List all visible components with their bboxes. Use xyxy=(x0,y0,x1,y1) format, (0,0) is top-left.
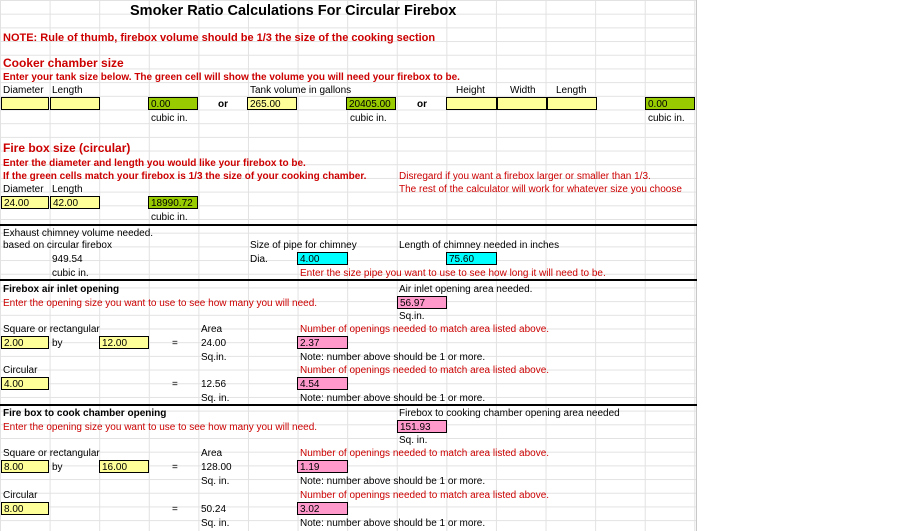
cook-rect-width-input[interactable]: 8.00 xyxy=(1,460,49,473)
inlet-rect-height-input[interactable]: 12.00 xyxy=(99,336,149,349)
cook-circ-diameter-input[interactable]: 8.00 xyxy=(1,502,49,515)
height-label: Height xyxy=(456,85,485,96)
or-text-2: or xyxy=(417,99,427,110)
chimney-length-label: Length of chimney needed in inches xyxy=(399,240,560,251)
cook-circ-label: Circular xyxy=(3,490,38,501)
inlet-rect-width-input[interactable]: 2.00 xyxy=(1,336,49,349)
equals-text: = xyxy=(172,379,178,390)
cook-circ-unit: Sq. in. xyxy=(201,518,230,529)
length2-label: Length xyxy=(556,85,587,96)
inlet-instruction: Enter the opening size you want to use to see how many you will need. xyxy=(3,298,318,309)
cook-opening-instruction: Enter the opening size you want to use to see how many you will need. xyxy=(3,422,318,433)
firebox-length-input[interactable]: 42.00 xyxy=(50,196,100,209)
cooker-instruction: Enter your tank size below. The green cell will show the volume you will need your firebox to be. xyxy=(3,72,460,83)
disregard-note-2: The rest of the calculator will work for whatever size you choose xyxy=(399,184,682,195)
firebox-instruction-2: If the green cells match your firebox is 1/3 the size of your cooking chamber. xyxy=(3,171,367,182)
or-text-1: or xyxy=(218,99,228,110)
cook-circ-area-value: 50.24 xyxy=(201,504,227,515)
chimney-basis-label: based on circular firebox xyxy=(3,240,112,251)
inlet-circ-diameter-input[interactable]: 4.00 xyxy=(1,377,49,390)
firebox-instruction-1: Enter the diameter and length you would like your firebox to be. xyxy=(3,158,306,169)
cubic-label-3: cubic in. xyxy=(648,113,685,124)
cooker-length-label: Length xyxy=(52,85,83,96)
dia-label: Dia. xyxy=(250,254,268,265)
cook-opening-heading: Fire box to cook chamber opening xyxy=(3,408,167,419)
cook-rect-height-input[interactable]: 16.00 xyxy=(99,460,149,473)
inlet-circ-count-value: 4.54 xyxy=(297,377,348,390)
inlet-rect-count-value: 2.37 xyxy=(297,336,348,349)
width-label: Width xyxy=(510,85,536,96)
firebox-diameter-label: Diameter xyxy=(3,184,44,195)
cooker-result-cylinder: 0.00 xyxy=(148,97,198,110)
cook-area-col-label: Area xyxy=(201,448,223,459)
section-divider xyxy=(0,404,697,406)
firebox-cubic-label: cubic in. xyxy=(151,212,188,223)
tank-volume-label: Tank volume in gallons xyxy=(250,85,352,96)
inlet-note-1: Note: number above should be 1 or more. xyxy=(300,352,486,363)
note-text: NOTE: Rule of thumb, firebox volume should be 1/3 the size of the cooking section xyxy=(3,32,436,44)
cubic-label-2: cubic in. xyxy=(350,113,387,124)
section-divider xyxy=(0,224,697,226)
inlet-rect-area-value: 24.00 xyxy=(201,338,227,349)
cook-rect-count-value: 1.19 xyxy=(297,460,348,473)
inlet-area-needed-value: 56.97 xyxy=(397,296,447,309)
firebox-length-label: Length xyxy=(52,184,83,195)
pipe-size-label: Size of pipe for chimney xyxy=(250,240,357,251)
inlet-openings-label-1: Number of openings needed to match area listed above. xyxy=(300,324,550,335)
firebox-volume-result: 18990.72 xyxy=(148,196,198,209)
cook-note-2: Note: number above should be 1 or more. xyxy=(300,518,486,529)
chimney-volume-label: Exhaust chimney volume needed. xyxy=(3,228,154,239)
chimney-cubic-label: cubic in. xyxy=(52,268,89,279)
width-input[interactable] xyxy=(497,97,547,110)
cook-rect-unit: Sq. in. xyxy=(201,476,230,487)
chimney-volume-value: 949.54 xyxy=(52,254,83,265)
inlet-circ-label: Circular xyxy=(3,365,38,376)
firebox-heading: Fire box size (circular) xyxy=(3,141,131,155)
inlet-circ-area-value: 12.56 xyxy=(201,379,227,390)
cook-rect-label: Square or rectangular xyxy=(3,448,100,459)
inlet-circ-unit: Sq. in. xyxy=(201,393,230,404)
inlet-heading: Firebox air inlet opening xyxy=(3,284,120,295)
by-text: by xyxy=(52,462,63,473)
cooker-diameter-input[interactable] xyxy=(1,97,49,110)
inlet-area-needed-label: Air inlet opening area needed. xyxy=(399,284,533,295)
cook-openings-label-1: Number of openings needed to match area listed above. xyxy=(300,448,550,459)
tank-gallons-input[interactable]: 265.00 xyxy=(247,97,297,110)
inlet-note-2: Note: number above should be 1 or more. xyxy=(300,393,486,404)
cubic-label-1: cubic in. xyxy=(151,113,188,124)
inlet-area-unit: Sq.in. xyxy=(399,311,425,322)
cooker-heading: Cooker chamber size xyxy=(3,56,124,70)
disregard-note-1: Disregard if you want a firebox larger or smaller than 1/3. xyxy=(399,171,651,182)
cook-rect-area-value: 128.00 xyxy=(201,462,232,473)
height-input[interactable] xyxy=(446,97,497,110)
pipe-diameter-input[interactable]: 4.00 xyxy=(297,252,348,265)
by-text: by xyxy=(52,338,63,349)
cook-opening-area-needed-value: 151.93 xyxy=(397,420,447,433)
empty-area xyxy=(697,0,900,531)
cook-opening-area-unit: Sq. in. xyxy=(399,435,428,446)
inlet-rect-label: Square or rectangular xyxy=(3,324,100,335)
cook-note-1: Note: number above should be 1 or more. xyxy=(300,476,486,487)
chimney-length-result: 75.60 xyxy=(446,252,497,265)
inlet-openings-label-2: Number of openings needed to match area listed above. xyxy=(300,365,550,376)
inlet-rect-unit: Sq.in. xyxy=(201,352,227,363)
cook-opening-area-needed-label: Firebox to cooking chamber opening area needed xyxy=(399,408,620,419)
cooker-diameter-label: Diameter xyxy=(3,85,44,96)
equals-text: = xyxy=(172,462,178,473)
inlet-area-col-label: Area xyxy=(201,324,223,335)
cook-circ-count-value: 3.02 xyxy=(297,502,348,515)
cooker-length-input[interactable] xyxy=(50,97,100,110)
equals-text: = xyxy=(172,504,178,515)
section-divider xyxy=(0,279,697,281)
length2-input[interactable] xyxy=(547,97,597,110)
page-title: Smoker Ratio Calculations For Circular Firebox xyxy=(130,3,457,19)
firebox-diameter-input[interactable]: 24.00 xyxy=(1,196,49,209)
cooker-result-tank: 20405.00 xyxy=(346,97,396,110)
pipe-size-hint: Enter the size pipe you want to use to see how long it will need to be. xyxy=(300,268,606,279)
equals-text: = xyxy=(172,338,178,349)
cooker-result-box: 0.00 xyxy=(645,97,695,110)
cook-openings-label-2: Number of openings needed to match area listed above. xyxy=(300,490,550,501)
